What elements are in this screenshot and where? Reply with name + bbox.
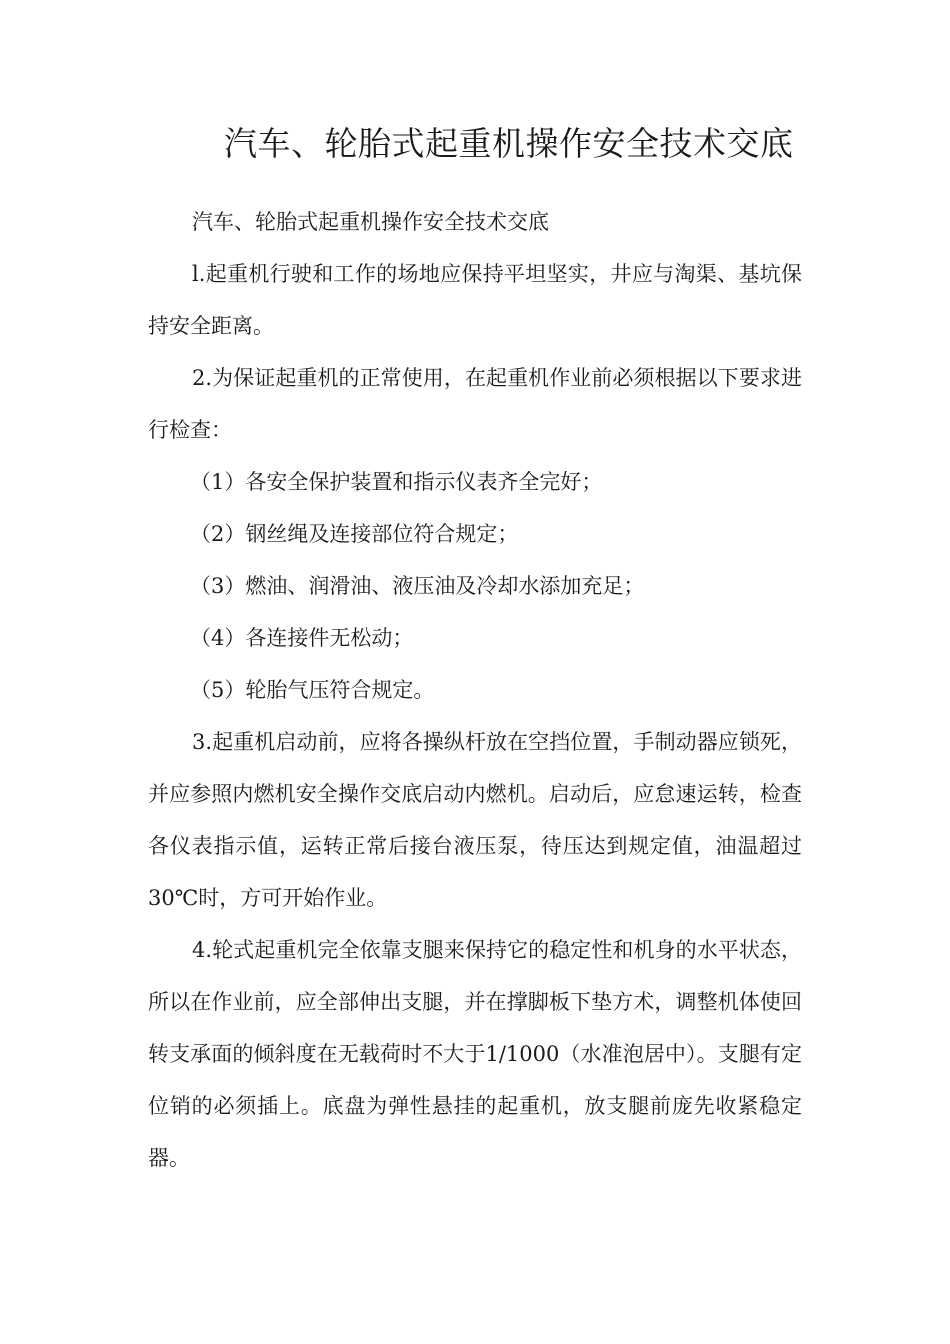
list-item-5: （5）轮胎气压符合规定。	[190, 678, 435, 702]
paragraph-1: l.起重机行驶和工作的场地应保持平坦坚实，井应与淘渠、基坑保持安全距离。	[148, 262, 802, 338]
list-item-1: （1）各安全保护装置和指示仪表齐全完好；	[190, 470, 603, 494]
subtitle-paragraph: 汽车、轮胎式起重机操作安全技术交底	[192, 210, 549, 234]
paragraph-2: 2.为保证起重机的正常使用，在起重机作业前必须根据以下要求进行检查：	[148, 366, 802, 442]
paragraph-3: 3.起重机启动前，应将各操纵杆放在空挡位置，手制动器应锁死，并应参照内燃机安全操作交底启动内燃机。启动后，应怠速运转，检查各仪表指示值，运转正常后接台液压泵，待压达到规定值，油温超过30℃时，方可开始作业。	[148, 730, 802, 910]
paragraph-4: 4.轮式起重机完全依靠支腿来保持它的稳定性和机身的水平状态，所以在作业前，应全部伸出支腿，并在撑脚板下垫方术，调整机体使回转支承面的倾斜度在无载荷时不大于1/1000（水准泡居中）。支腿有定位销的必须插上。底盘为弹性悬挂的起重机，放支腿前庞先收紧稳定器。	[148, 938, 802, 1170]
list-item-3: （3）燃油、润滑油、液压油及冷却水添加充足；	[190, 574, 645, 598]
list-item-2: （2）钢丝绳及连接部位符合规定；	[190, 522, 519, 546]
list-item-4: （4）各连接件无松动；	[190, 626, 414, 650]
document-title: 汽车、轮胎式起重机操作安全技术交底	[224, 124, 794, 163]
document-body	[148, 196, 802, 1184]
